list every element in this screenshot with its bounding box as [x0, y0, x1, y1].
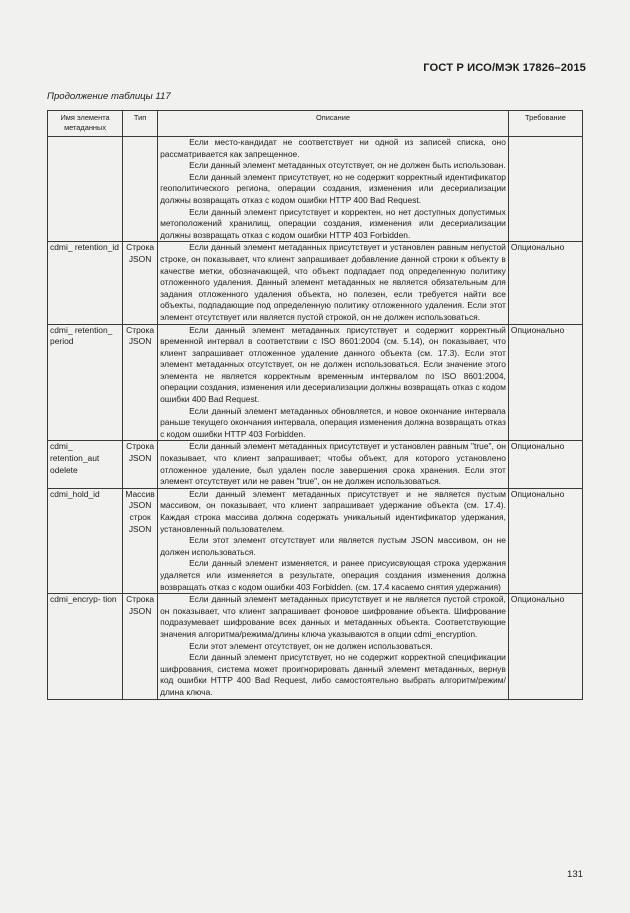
element-name-cell [48, 137, 123, 242]
type-cell [123, 137, 158, 242]
type-cell: Строка JSON [123, 594, 158, 699]
description-cell [158, 137, 509, 242]
element-name-cell: cdmi_ retention_aut odelete [48, 441, 123, 488]
table-row [48, 441, 583, 488]
element-name-cell: cdmi_ retention_ period [48, 324, 123, 441]
table-header-row [48, 111, 583, 137]
description-paragraph: Если данный элемент метаданных отсутствует, он не должен быть использован. [189, 160, 506, 171]
column-header: Описание [158, 111, 509, 137]
description-cell [158, 594, 509, 699]
description-paragraph: Если место-кандидат не соответствует ни одной из записей списка, оно рассматривается как запрещенное. [160, 137, 506, 159]
description-paragraph: Если данный элемент метаданных присутствует и содержит корректный временной интервал в соответствии с ISO 8601:2004 (см. 5.14), он показывает, что клиент запрашивает отложенное удаление данного объекта (см. 17.3). Если этот элемент метаданных отсутствует, он не должен использоваться. Если значение этого элемента не является корректным временным интервалом по ISO 8601:2004, операции создания, изменения или десериализации должны возвращать отказ с кодом ошибки 400 Bad Request. [160, 324, 506, 405]
description-cell [158, 242, 509, 324]
description-paragraph: Если данный элемент изменяется, и ранее присуисвующая строка удержания удаляется или изменяется в результате, операция создания изменения должна возвращать отказ с кодом ошибки 403 Forbidden. (см. 17.4 касаемо снятия удержания) [160, 558, 506, 592]
element-name-cell: cdmi_ retention_id [48, 242, 123, 324]
type-cell: Строка JSON [123, 324, 158, 441]
description-paragraph: Если данный элемент метаданных присутствует и установлен равным непустой строке, он показывает, что клиент запрашивает добавление данной строки к объекту в качестве метки, обозначающей, что объект подпадает под определенную политику отложенного удаления. Данный элемент метаданных не является обязательным для задания отложенного удаления объекта, но полезен, если требуется найти все объекты, подпадающие под определенную политику отложенного удаления. Если этот элемент отсутствует или является пустой строкой, он не должен использоваться. [160, 242, 506, 322]
page-number: 131 [566, 869, 583, 880]
description-paragraph: Если данный элемент присутствует, но не содержит корректный идентификатор геополитического региона, операции создания, изменения или десериализации должны возвращать отказ с кодом ошибки HTTP 400 Bad Request. [160, 171, 506, 205]
description-paragraph: Если данный элемент присутствует и корректен, но нет доступных допустимых метоположений хранилищ, операции создания, изменения или десериализации должны возвращать отказ с кодом ошибки HTTP 403 Forbidden. [160, 206, 506, 240]
requirement-cell: Опционально [508, 594, 582, 699]
type-cell: Строка JSON [123, 441, 158, 488]
requirement-cell: Опционально [508, 242, 582, 324]
description-paragraph: Если этот элемент отсутствует, он не должен использоваться. [189, 640, 433, 651]
table-row-continuation [48, 137, 583, 242]
element-name-cell: cdmi_encryp- tion [48, 594, 123, 699]
table-row [48, 324, 583, 441]
table-row [48, 594, 583, 699]
column-header: Имя элемента метаданных [48, 111, 123, 137]
description-cell [158, 441, 509, 488]
standard-header: ГОСТ Р ИСО/МЭК 17826–2015 [423, 62, 586, 74]
type-cell: Строка JSON [123, 242, 158, 324]
description-paragraph: Если этот элемент отсутствует или является пустым JSON массивом, он не должен использоваться. [160, 535, 506, 557]
table-row [48, 242, 583, 324]
requirement-cell: Опционально [508, 324, 582, 441]
element-name-cell: cdmi_hold_id [48, 488, 123, 593]
description-paragraph: Если данный элемент метаданных присутствует и не является пустой строкой, он показывает, что клиент запрашивает фоновое шифрование объекта. Шифрование подразумевает шифрование всех данных и метаданных объекта. Соответствующие значения алгоритма/режима/длины ключа указываются в опции cdmi_encryption. [160, 594, 506, 639]
requirement-cell [508, 137, 582, 242]
description-paragraph: Если данный элемент метаданных присутствует и установлен равным "true", он показывает, что клиент запрашивает; чтобы объект, для которого установлено отложенное удаление, был удален после завершения срока хранения. Если этот элемент отсутствует или не равен "true", он не должен использоваться. [160, 441, 506, 487]
requirement-cell: Опционально [508, 488, 582, 593]
description-paragraph: Если данный элемент присутствует, но не содержит корректной спецификации шифрования, система может проигнорировать данный элемент метаданных, вернув код ошибки HTTP 400 Bad Request, либо самостоятельно выбрать алгоритм/режим/длина ключа. [160, 652, 506, 697]
description-paragraph: Если данный элемент метаданных присутствует и не является пустым массивом, он показывает, что клиент запрашивает удержание объекта (см. 17.4). Каждая строка массива должна содержать уникальный идентификатор удержания, установленный пользователем. [160, 488, 506, 534]
table-caption: Продолжение таблицы 117 [47, 91, 171, 102]
column-header: Требование [508, 111, 582, 137]
type-cell: Массив JSON строк JSON [123, 488, 158, 593]
description-cell [158, 324, 509, 441]
metadata-table [47, 110, 583, 700]
description-paragraph: Если данный элемент метаданных обновляется, и новое окончание интервала раньше текущего окончания интервала, операция изменения должна возвращать отказ с кодом ошибки HTTP 403 Forbidden. [160, 405, 506, 439]
requirement-cell: Опционально [508, 441, 582, 488]
description-cell [158, 488, 509, 593]
column-header: Тип [123, 111, 158, 137]
table-row [48, 488, 583, 593]
